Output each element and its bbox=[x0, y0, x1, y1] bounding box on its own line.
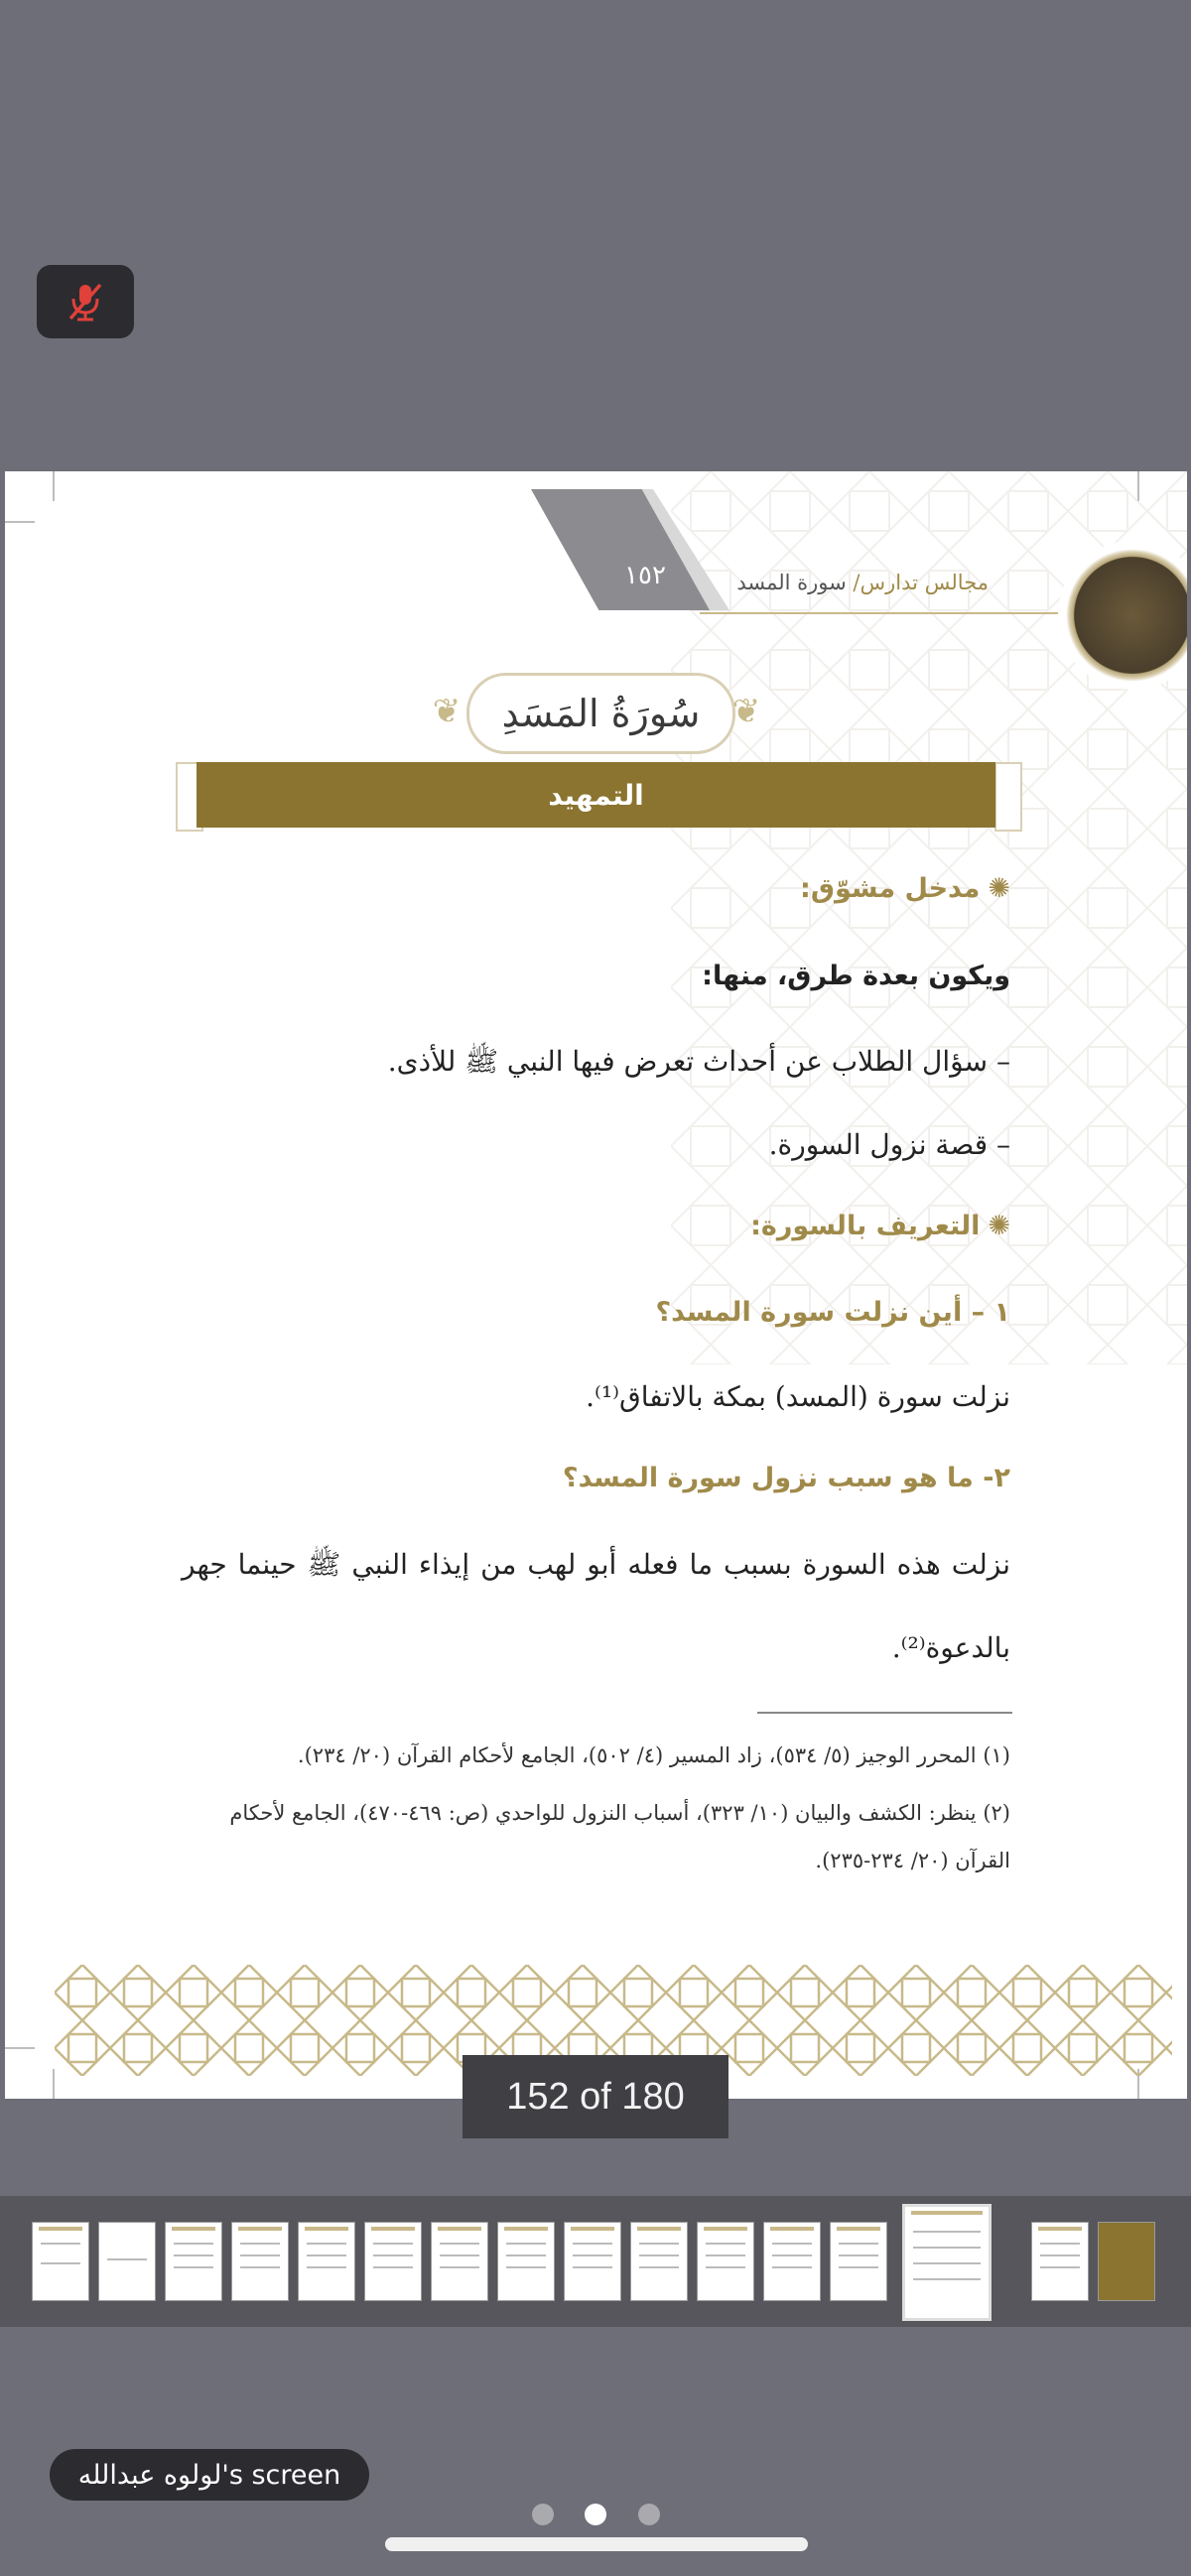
document-page[interactable] bbox=[5, 471, 1187, 2099]
thumbnail[interactable] bbox=[698, 2223, 753, 2300]
thumbnail[interactable] bbox=[831, 2223, 886, 2300]
thumbnail[interactable] bbox=[498, 2223, 554, 2300]
thumbnail[interactable] bbox=[299, 2223, 354, 2300]
thumbnail[interactable] bbox=[33, 2223, 88, 2300]
list-item: – قصة نزول السورة. bbox=[768, 1128, 1010, 1161]
flower-icon: ✺ bbox=[988, 1211, 1010, 1241]
thumbnail[interactable] bbox=[232, 2223, 288, 2300]
definition-heading: ✺التعريف بالسورة: bbox=[750, 1211, 1010, 1241]
intro-heading: ✺مدخل مشوّق: bbox=[800, 873, 1010, 904]
mute-button[interactable] bbox=[37, 265, 134, 338]
title-ornament-right: ❦ bbox=[731, 692, 761, 731]
thumbnail[interactable] bbox=[166, 2223, 221, 2300]
flower-icon: ✺ bbox=[988, 873, 1010, 904]
question-2: ٢- ما هو سبب نزول سورة المسد؟ bbox=[562, 1463, 1010, 1493]
answer-2: نزلت هذه السورة بسبب ما فعله أبو لهب من إيذاء النبي ﷺ حينما جهر بالدعوة⁽²⁾. bbox=[182, 1548, 1010, 1664]
section-banner: التمهيد bbox=[197, 762, 995, 828]
thumbnail[interactable] bbox=[365, 2223, 421, 2300]
running-head-series: مجالس تدارس/ bbox=[853, 571, 989, 594]
thumbnail[interactable] bbox=[631, 2223, 687, 2300]
crop-mark bbox=[5, 521, 35, 523]
thumbnail[interactable] bbox=[99, 2223, 155, 2300]
banner-edge-right bbox=[994, 762, 1022, 832]
page-dot[interactable] bbox=[638, 2504, 660, 2525]
crop-mark bbox=[53, 471, 55, 501]
footnote-rule bbox=[757, 1712, 1012, 1714]
thumbnail[interactable] bbox=[1099, 2223, 1154, 2300]
running-head bbox=[736, 571, 989, 594]
footnote-1: (١) المحرر الوجيز (٥/ ٥٣٤)، زاد المسير (٤/ ٥٠٢)، الجامع لأحكام القرآن (٢٠/ ٢٣٤). bbox=[297, 1743, 1010, 1767]
crop-mark bbox=[5, 2047, 35, 2049]
running-head-surah: سورة المسد bbox=[736, 571, 854, 594]
screen-share-label: لولوه عبدالله's screen bbox=[50, 2449, 369, 2501]
header-rule bbox=[700, 612, 1058, 614]
microphone-muted-icon bbox=[63, 279, 108, 324]
page-counter: 152 of 180 bbox=[463, 2055, 728, 2138]
page-dot-active[interactable] bbox=[585, 2504, 606, 2525]
intro-lead: ويكون بعدة طرق، منها: bbox=[702, 961, 1010, 991]
question-1: ١ – أين نزلت سورة المسد؟ bbox=[655, 1297, 1010, 1328]
thumbnail[interactable] bbox=[565, 2223, 620, 2300]
page-number: ١٥٢ bbox=[624, 561, 666, 590]
thumbnail[interactable] bbox=[1032, 2223, 1088, 2300]
surah-title: سُورَةُ المَسَدِ bbox=[466, 673, 735, 754]
title-ornament-left: ❦ bbox=[432, 692, 462, 731]
list-item: – سؤال الطلاب عن أحداث تعرض فيها النبي ﷺ للأذى. bbox=[387, 1045, 1010, 1078]
footnote-2: (٢) ينظر: الكشف والبيان (١٠/ ٣٢٣)، أسباب النزول للواحدي (ص: ٤٦٩-٤٧٠)، الجامع لأحكام القرآن (٢٠/ ٢٣٤-٢٣٥). bbox=[229, 1801, 1010, 1872]
home-indicator[interactable] bbox=[385, 2537, 808, 2551]
thumbnail[interactable] bbox=[764, 2223, 820, 2300]
thumbnail-current[interactable] bbox=[905, 2207, 989, 2318]
thumbnail[interactable] bbox=[432, 2223, 487, 2300]
page-dot[interactable] bbox=[532, 2504, 554, 2525]
answer-1: نزلت سورة (المسد) بمكة بالاتفاق⁽¹⁾. bbox=[586, 1380, 1010, 1413]
